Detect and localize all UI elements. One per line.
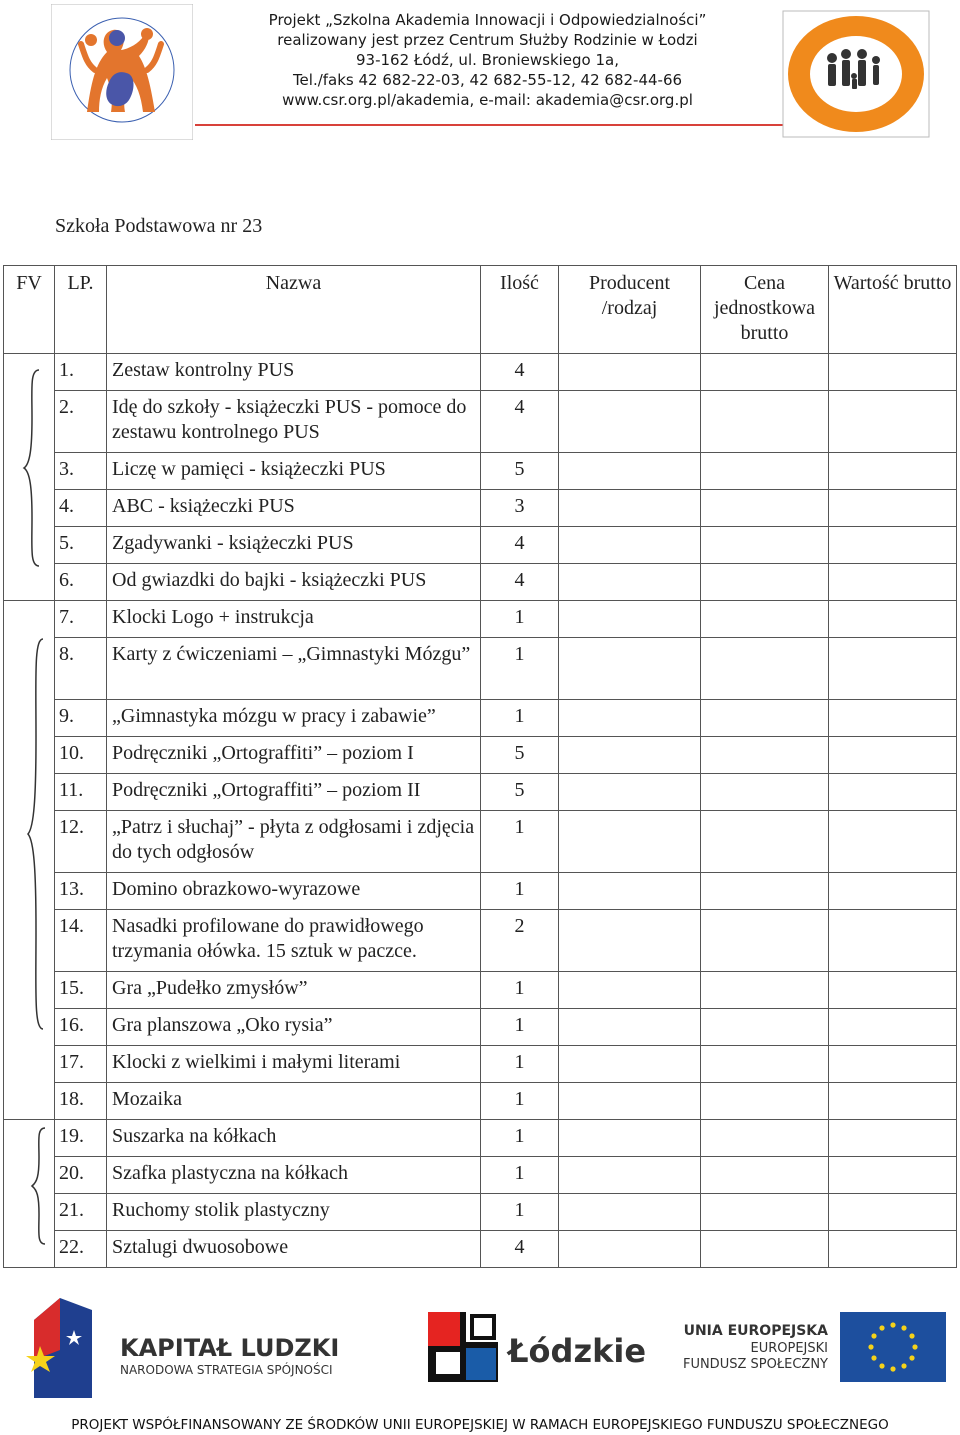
row-unit-price	[701, 873, 829, 910]
table-row	[4, 1083, 957, 1120]
row-name: Podręczniki „Ortograffiti” – poziom II	[107, 774, 481, 811]
row-qty: 4	[481, 354, 559, 391]
row-qty: 1	[481, 811, 559, 873]
row-total	[829, 638, 957, 700]
row-lp: 8.	[55, 638, 107, 700]
row-qty: 5	[481, 737, 559, 774]
header-divider	[195, 124, 785, 126]
row-name: Idę do szkoły - książeczki PUS - pomoce do zestawu kontrolnego PUS	[107, 391, 481, 453]
row-producer	[559, 1194, 701, 1231]
row-lp: 17.	[55, 1046, 107, 1083]
row-lp: 16.	[55, 1009, 107, 1046]
school-name: Szkoła Podstawowa nr 23	[55, 215, 263, 237]
fv-group-3	[4, 1120, 55, 1268]
row-lp: 14.	[55, 910, 107, 972]
row-total	[829, 1083, 957, 1120]
row-qty: 5	[481, 453, 559, 490]
row-total	[829, 1231, 957, 1268]
table-row	[4, 601, 957, 638]
row-qty: 5	[481, 774, 559, 811]
row-producer	[559, 1046, 701, 1083]
row-total	[829, 601, 957, 638]
row-producer	[559, 811, 701, 873]
table-row	[4, 700, 957, 737]
table-row	[4, 873, 957, 910]
row-unit-price	[701, 601, 829, 638]
row-qty: 4	[481, 527, 559, 564]
row-lp: 18.	[55, 1083, 107, 1120]
row-lp: 3.	[55, 453, 107, 490]
kapital-sub: NARODOWA STRATEGIA SPÓJNOŚCI	[120, 1363, 333, 1377]
table-header-row	[4, 266, 957, 354]
header-line: 93-162 Łódź, ul. Broniewskiego 1a,	[356, 51, 619, 69]
lodzkie-text: Łódzkie	[508, 1332, 647, 1370]
row-name: Od gwiazdki do bajki - książeczki PUS	[107, 564, 481, 601]
column-header-producer: Producent /rodzaj	[559, 266, 701, 354]
row-total	[829, 354, 957, 391]
column-header-name: Nazwa	[107, 266, 481, 354]
row-total	[829, 527, 957, 564]
table-row	[4, 490, 957, 527]
row-name: Nasadki profilowane do prawidłowego trzymania ołówka. 15 sztuk w paczce.	[107, 910, 481, 972]
table-row	[4, 527, 957, 564]
row-lp: 2.	[55, 391, 107, 453]
row-unit-price	[701, 354, 829, 391]
row-qty: 1	[481, 1083, 559, 1120]
row-total	[829, 490, 957, 527]
column-header-total: Wartość brutto	[829, 266, 957, 354]
row-producer	[559, 1009, 701, 1046]
row-producer	[559, 391, 701, 453]
row-lp: 7.	[55, 601, 107, 638]
row-producer	[559, 527, 701, 564]
row-producer	[559, 972, 701, 1009]
table-row	[4, 1120, 957, 1157]
row-qty: 4	[481, 564, 559, 601]
table-row	[4, 564, 957, 601]
row-total	[829, 453, 957, 490]
row-qty: 1	[481, 1120, 559, 1157]
table-row	[4, 774, 957, 811]
table-row	[4, 391, 957, 453]
column-header-qty: Ilość	[481, 266, 559, 354]
row-lp: 11.	[55, 774, 107, 811]
row-name: Klocki z wielkimi i małymi literami	[107, 1046, 481, 1083]
row-producer	[559, 873, 701, 910]
row-name: Gra planszowa „Oko rysia”	[107, 1009, 481, 1046]
centrum-logo	[782, 10, 930, 138]
row-name: Gra „Pudełko zmysłów”	[107, 972, 481, 1009]
row-name: Klocki Logo + instrukcja	[107, 601, 481, 638]
row-total	[829, 1046, 957, 1083]
header-line: www.csr.org.pl/akademia, e-mail: akademia@csr.org.pl	[282, 91, 693, 109]
row-lp: 10.	[55, 737, 107, 774]
row-qty: 3	[481, 490, 559, 527]
table-row	[4, 737, 957, 774]
row-unit-price	[701, 910, 829, 972]
row-lp: 22.	[55, 1231, 107, 1268]
table-row	[4, 1046, 957, 1083]
column-header-unit-price: Cena jednostkowa brutto	[701, 266, 829, 354]
row-qty: 1	[481, 1194, 559, 1231]
header-info	[195, 10, 780, 110]
row-lp: 12.	[55, 811, 107, 873]
row-unit-price	[701, 638, 829, 700]
row-total	[829, 910, 957, 972]
row-lp: 4.	[55, 490, 107, 527]
funding-logos	[0, 1290, 960, 1400]
ue-sub2: FUNDUSZ SPOŁECZNY	[682, 1357, 828, 1372]
row-producer	[559, 1120, 701, 1157]
row-unit-price	[701, 1231, 829, 1268]
row-qty: 4	[481, 391, 559, 453]
row-unit-price	[701, 1120, 829, 1157]
row-total	[829, 564, 957, 601]
akademia-logo	[51, 4, 193, 140]
row-producer	[559, 774, 701, 811]
row-producer	[559, 453, 701, 490]
row-total	[829, 1157, 957, 1194]
row-name: „Patrz i słuchaj” - płyta z odgłosami i zdjęcia do tych odgłosów	[107, 811, 481, 873]
row-unit-price	[701, 700, 829, 737]
row-name: Podręczniki „Ortograffiti” – poziom I	[107, 737, 481, 774]
row-qty: 1	[481, 1157, 559, 1194]
row-name: Suszarka na kółkach	[107, 1120, 481, 1157]
row-unit-price	[701, 811, 829, 873]
row-lp: 13.	[55, 873, 107, 910]
kapital-ludzki-logo	[26, 1298, 339, 1398]
row-unit-price	[701, 490, 829, 527]
row-unit-price	[701, 1046, 829, 1083]
row-total	[829, 774, 957, 811]
row-qty: 1	[481, 1009, 559, 1046]
row-producer	[559, 737, 701, 774]
row-total	[829, 1120, 957, 1157]
row-name: Karty z ćwiczeniami – „Gimnastyki Mózgu”	[107, 638, 481, 700]
row-producer	[559, 700, 701, 737]
table-row	[4, 1157, 957, 1194]
brace-icon	[22, 368, 42, 568]
row-producer	[559, 564, 701, 601]
row-total	[829, 873, 957, 910]
row-qty: 1	[481, 873, 559, 910]
row-name: Liczę w pamięci - książeczki PUS	[107, 453, 481, 490]
row-total	[829, 737, 957, 774]
column-header-fv: FV	[4, 266, 55, 354]
row-total	[829, 700, 957, 737]
row-unit-price	[701, 1157, 829, 1194]
table-row	[4, 1194, 957, 1231]
row-name: ABC - książeczki PUS	[107, 490, 481, 527]
row-producer	[559, 601, 701, 638]
row-name: Mozaika	[107, 1083, 481, 1120]
ue-logo	[683, 1312, 946, 1382]
table-row	[4, 910, 957, 972]
row-lp: 21.	[55, 1194, 107, 1231]
footer-text: PROJEKT WSPÓŁFINANSOWANY ZE ŚRODKÓW UNII EUROPEJSKIEJ W RAMACH EUROPEJSKIEGO FUNDUSZU SPOŁECZNEGO	[71, 1417, 889, 1433]
row-unit-price	[701, 1009, 829, 1046]
table-row	[4, 638, 957, 700]
row-unit-price	[701, 391, 829, 453]
row-producer	[559, 1083, 701, 1120]
column-header-lp: LP.	[55, 266, 107, 354]
row-name: Domino obrazkowo-wyrazowe	[107, 873, 481, 910]
row-unit-price	[701, 527, 829, 564]
row-unit-price	[701, 1083, 829, 1120]
brace-icon	[30, 1126, 48, 1246]
row-producer	[559, 1231, 701, 1268]
table-row	[4, 354, 957, 391]
row-name: Szafka plastyczna na kółkach	[107, 1157, 481, 1194]
table-row	[4, 972, 957, 1009]
row-unit-price	[701, 774, 829, 811]
ue-title: UNIA EUROPEJSKA	[683, 1323, 828, 1339]
row-qty: 1	[481, 700, 559, 737]
table-row	[4, 453, 957, 490]
row-lp: 15.	[55, 972, 107, 1009]
order-table	[3, 265, 957, 1268]
row-lp: 19.	[55, 1120, 107, 1157]
ue-sub1: EUROPEJSKI	[750, 1341, 828, 1356]
row-lp: 1.	[55, 354, 107, 391]
row-lp: 5.	[55, 527, 107, 564]
row-name: „Gimnastyka mózgu w pracy i zabawie”	[107, 700, 481, 737]
lodzkie-logo	[428, 1312, 646, 1382]
table-row	[4, 1009, 957, 1046]
row-unit-price	[701, 737, 829, 774]
row-producer	[559, 910, 701, 972]
row-producer	[559, 490, 701, 527]
brace-icon	[26, 637, 46, 1031]
row-unit-price	[701, 564, 829, 601]
header-line: realizowany jest przez Centrum Służby Rodzinie w Łodzi	[277, 31, 698, 49]
table-row	[4, 1231, 957, 1268]
row-total	[829, 1194, 957, 1231]
row-name: Zestaw kontrolny PUS	[107, 354, 481, 391]
header-line: Projekt „Szkolna Akademia Innowacji i Odpowiedzialności”	[268, 11, 707, 29]
row-qty: 1	[481, 972, 559, 1009]
row-lp: 20.	[55, 1157, 107, 1194]
row-producer	[559, 354, 701, 391]
fv-group-1	[4, 354, 55, 601]
row-name: Ruchomy stolik plastyczny	[107, 1194, 481, 1231]
row-lp: 9.	[55, 700, 107, 737]
header-line: Tel./faks 42 682-22-03, 42 682-55-12, 42 682-44-66	[292, 71, 683, 89]
row-qty: 1	[481, 601, 559, 638]
kapital-title: KAPITAŁ LUDZKI	[120, 1334, 340, 1362]
row-producer	[559, 1157, 701, 1194]
row-name: Zgadywanki - książeczki PUS	[107, 527, 481, 564]
row-qty: 1	[481, 1046, 559, 1083]
row-qty: 1	[481, 638, 559, 700]
row-unit-price	[701, 1194, 829, 1231]
row-total	[829, 811, 957, 873]
row-total	[829, 1009, 957, 1046]
fv-group-2	[4, 601, 55, 1120]
row-unit-price	[701, 972, 829, 1009]
row-producer	[559, 638, 701, 700]
row-qty: 4	[481, 1231, 559, 1268]
row-lp: 6.	[55, 564, 107, 601]
row-name: Sztalugi dwuosobowe	[107, 1231, 481, 1268]
row-total	[829, 972, 957, 1009]
row-qty: 2	[481, 910, 559, 972]
row-total	[829, 391, 957, 453]
table-row	[4, 811, 957, 873]
row-unit-price	[701, 453, 829, 490]
